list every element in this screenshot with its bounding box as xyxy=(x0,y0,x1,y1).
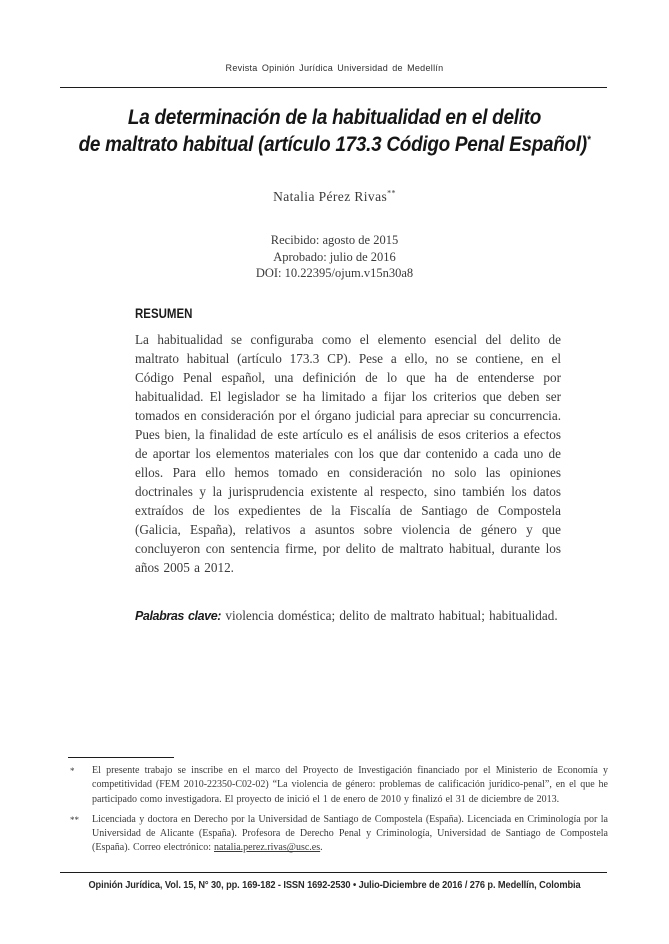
journal-footer: Opinión Jurídica, Vol. 15, N° 30, pp. 169-182 - ISSN 1692-2530 • Julio-Diciembre de 2016 / 276 p. Medellín, Colombia xyxy=(88,879,581,891)
author-line xyxy=(0,189,669,205)
author-name: Natalia Pérez Rivas xyxy=(273,189,388,204)
journal-header: Revista Opinión Jurídica Universidad de Medellín xyxy=(225,63,444,74)
keywords-text: violencia doméstica; delito de maltrato habitual; habitualidad. xyxy=(221,608,558,623)
footnote-funding xyxy=(68,764,608,807)
footnote-separator-rule xyxy=(68,757,174,758)
footnote-author-bio xyxy=(68,813,608,856)
author-email-link[interactable]: natalia.perez.rivas@usc.es xyxy=(214,842,321,854)
footnote-marker: * xyxy=(70,766,75,776)
keywords-label: Palabras clave: xyxy=(135,609,222,623)
footnotes xyxy=(68,764,608,856)
abstract-heading: RESUMEN xyxy=(135,305,193,321)
abstract-body: La habitualidad se configuraba como el elemento esencial del delito de maltrato habitual (artículo 173.3 CP). Pese a ello, no se contiene, en el Código Penal español, una definición de lo que ha de entenderse por habitualidad. El legislador se ha limitado a fijar los criterios que deben ser tomados en consideración por el órgano judicial para apreciar su concurrencia. Pues bien, la finalidad de este artículo es el análisis de esos criterios a efectos de aportar los elementos materiales con los que dar contenido a cada uno de ellos. Para ello hemos tomado en consideración no solo las opiniones doctrinales y la jurisprudencia existente al respecto, sino también los datos extraídos de los expedientes de la Fiscalía de Santiago de Compostela (Galicia, España), relativos a asuntos sobre violencia de género y que concluyeron con sentencia firme, por delito de maltrato habitual, durante los años 2005 a 2012. xyxy=(135,332,561,575)
footnote-text: Licenciada y doctora en Derecho por la Universidad de Santiago de Compostela (España). Licenciada en Criminología por la Universidad de Alicante (España). Profesora de Derecho Penal y Criminología, Universidad de Santiago de Compostela (España). Correo electrónico: xyxy=(92,813,608,854)
footnote-text-after: . xyxy=(320,842,323,854)
article-title-line2: de maltrato habitual (artículo 173.3 Código Penal Español) xyxy=(78,132,587,156)
keywords-block xyxy=(135,606,561,626)
approved-date: Aprobado: julio de 2016 xyxy=(273,249,396,264)
header-divider-rule xyxy=(60,87,607,88)
footnote-marker: ** xyxy=(70,814,79,825)
author-footnote-marker: ** xyxy=(387,188,396,198)
article-title-line1: La determinación de la habitualidad en el delito xyxy=(127,105,542,129)
received-date: Recibido: agosto de 2015 xyxy=(270,233,399,247)
title-footnote-marker: * xyxy=(586,133,591,146)
footer-divider-rule xyxy=(60,872,607,873)
article-title xyxy=(40,104,629,158)
doi: DOI: 10.22395/ojum.v15n30a8 xyxy=(255,266,414,280)
footnote-text: El presente trabajo se inscribe en el marco del Proyecto de Investigación financiado por el Ministerio de Economía y competitividad (FEM 2010-22350-C02-02) “La violencia de género: problemas de calificación jurídico-penal”, en el que he participado como investigadora. El proyecto de inició el 1 de enero de 2010 y finalizó el 31 de diciembre de 2013. xyxy=(92,765,608,805)
article-meta xyxy=(0,232,669,282)
